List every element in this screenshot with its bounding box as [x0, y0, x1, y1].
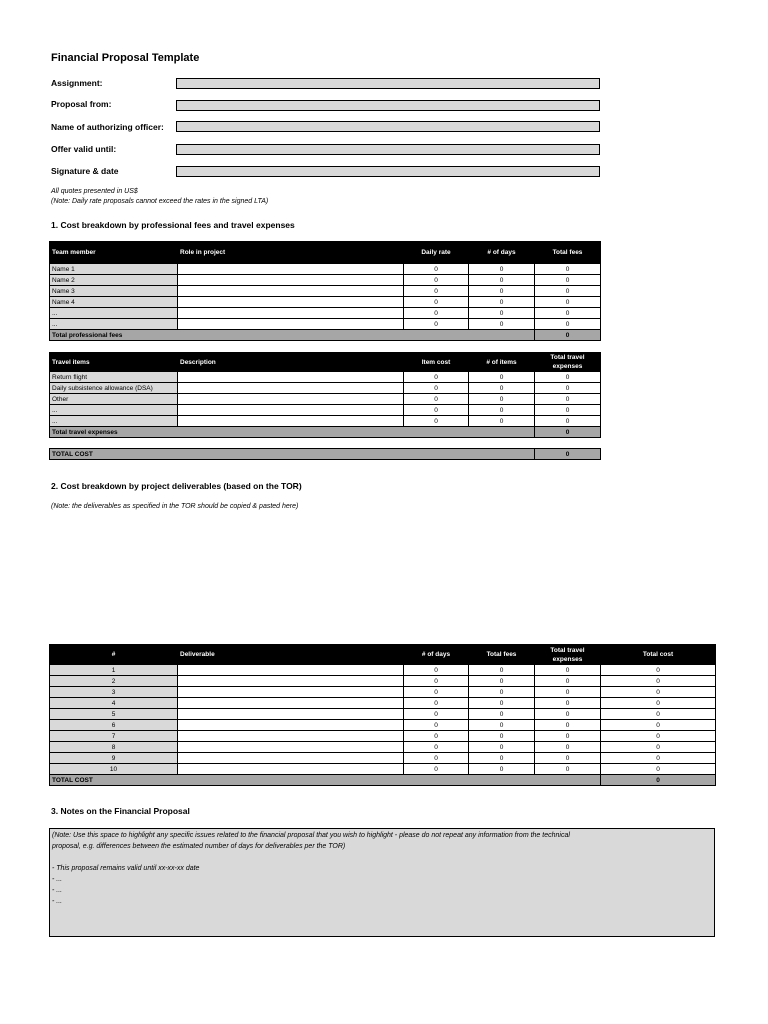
header-total-fees: Total fees	[469, 645, 535, 665]
total-fees-cell: 0	[535, 308, 601, 319]
notes-textarea[interactable]	[49, 828, 715, 937]
grand-total-table	[49, 448, 601, 460]
deliverable-number-cell: 10	[50, 764, 178, 775]
description-cell[interactable]	[178, 416, 404, 427]
currency-note: All quotes presented in US$	[51, 188, 138, 195]
deliverable-cell[interactable]	[178, 764, 404, 775]
table-row	[50, 275, 601, 286]
total-cost-cell: 0	[601, 764, 716, 775]
description-cell[interactable]	[178, 372, 404, 383]
deliverable-cell[interactable]	[178, 676, 404, 687]
days-cell[interactable]: 0	[469, 264, 535, 275]
total-cost-cell: 0	[601, 665, 716, 676]
table-row	[50, 394, 601, 405]
table-row	[50, 698, 716, 709]
travel-total-label: Total travel expenses	[50, 427, 535, 438]
role-cell[interactable]	[178, 308, 404, 319]
fees-total-label: Total professional fees	[50, 330, 535, 341]
table-row	[50, 764, 716, 775]
total-travel-cell: 0	[535, 383, 601, 394]
deliverables-header-row	[50, 645, 716, 665]
team-member-cell[interactable]: ...	[50, 308, 178, 319]
total-cost-cell: 0	[601, 720, 716, 731]
proposal-from-label: Proposal from:	[51, 99, 112, 109]
total-cost-cell: 0	[601, 687, 716, 698]
days-cell[interactable]: 0	[404, 753, 469, 764]
rate-note: (Note: Daily rate proposals cannot exceed the rates in the signed LTA)	[51, 198, 269, 205]
deliverable-number-cell: 3	[50, 687, 178, 698]
travel-cell[interactable]: 0	[535, 687, 601, 698]
header-description: Description	[178, 353, 404, 372]
fees-cell[interactable]: 0	[469, 720, 535, 731]
travel-item-cell[interactable]: ...	[50, 416, 178, 427]
deliverable-number-cell: 5	[50, 709, 178, 720]
notes-line: (Note: Use this space to highlight any specific issues related to the financial proposal that you wish to highlight - please do not repeat any information from the technical	[52, 832, 570, 839]
total-fees-cell: 0	[535, 275, 601, 286]
assignment-label: Assignment:	[51, 78, 103, 88]
header-travel-items: Travel items	[50, 353, 178, 372]
days-cell[interactable]: 0	[404, 676, 469, 687]
deliverables-total-value: 0	[601, 775, 716, 786]
table-row	[50, 753, 716, 764]
daily-rate-cell[interactable]: 0	[404, 308, 469, 319]
fees-cell[interactable]: 0	[469, 709, 535, 720]
authorizing-officer-label: Name of authorizing officer:	[51, 122, 164, 132]
table-row	[50, 319, 601, 330]
deliverable-number-cell: 8	[50, 742, 178, 753]
days-cell[interactable]: 0	[469, 286, 535, 297]
section3-heading: 3. Notes on the Financial Proposal	[51, 806, 190, 816]
deliverable-cell[interactable]	[178, 665, 404, 676]
notes-line: - This proposal remains valid until xx-xx-xx date	[52, 865, 200, 872]
total-fees-cell: 0	[535, 264, 601, 275]
daily-rate-cell[interactable]: 0	[404, 275, 469, 286]
deliverable-cell[interactable]	[178, 731, 404, 742]
table-row	[50, 297, 601, 308]
travel-item-cell[interactable]: Daily subsistence allowance (DSA)	[50, 383, 178, 394]
total-fees-cell: 0	[535, 286, 601, 297]
notes-line: - ...	[52, 876, 63, 883]
role-cell[interactable]	[178, 319, 404, 330]
days-cell[interactable]: 0	[404, 720, 469, 731]
fees-cell[interactable]: 0	[469, 665, 535, 676]
item-cost-cell[interactable]: 0	[404, 372, 469, 383]
travel-total-row	[50, 427, 601, 438]
notes-line	[52, 852, 712, 863]
item-cost-cell[interactable]: 0	[404, 394, 469, 405]
description-cell[interactable]	[178, 394, 404, 405]
table-row	[50, 676, 716, 687]
notes-line: proposal, e.g. differences between the estimated number of days for deliverables per the TOR)	[52, 843, 346, 850]
header-daily-rate: Daily rate	[404, 242, 469, 264]
num-items-cell[interactable]: 0	[469, 405, 535, 416]
num-items-cell[interactable]: 0	[469, 372, 535, 383]
total-cost-cell: 0	[601, 709, 716, 720]
header-total-travel: Total travel expenses	[535, 353, 601, 372]
days-cell[interactable]: 0	[404, 742, 469, 753]
offer-valid-until-label: Offer valid until:	[51, 144, 117, 154]
fees-total-row	[50, 330, 601, 341]
deliverable-number-cell: 7	[50, 731, 178, 742]
section1-heading: 1. Cost breakdown by professional fees and travel expenses	[51, 220, 295, 230]
days-cell[interactable]: 0	[469, 297, 535, 308]
fees-total-value: 0	[535, 330, 601, 341]
table-row	[50, 308, 601, 319]
grand-total-value: 0	[535, 449, 601, 460]
table-row	[50, 720, 716, 731]
total-travel-cell: 0	[535, 405, 601, 416]
travel-cell[interactable]: 0	[535, 709, 601, 720]
signature-date-field[interactable]	[176, 166, 600, 177]
days-cell[interactable]: 0	[404, 709, 469, 720]
num-items-cell[interactable]: 0	[469, 416, 535, 427]
professional-fees-table	[49, 241, 601, 341]
header-days: # of days	[404, 645, 469, 665]
deliverables-total-row	[50, 775, 716, 786]
page-title: Financial Proposal Template	[51, 52, 200, 64]
header-item-cost: Item cost	[404, 353, 469, 372]
days-cell[interactable]: 0	[404, 687, 469, 698]
travel-item-cell[interactable]: Other	[50, 394, 178, 405]
role-cell[interactable]	[178, 275, 404, 286]
table-row	[50, 372, 601, 383]
travel-cell[interactable]: 0	[535, 731, 601, 742]
header-total-travel: Total travel expenses	[535, 645, 601, 665]
team-member-cell[interactable]: Name 4	[50, 297, 178, 308]
days-cell[interactable]: 0	[404, 731, 469, 742]
days-cell[interactable]: 0	[469, 319, 535, 330]
fees-cell[interactable]: 0	[469, 742, 535, 753]
deliverable-cell[interactable]	[178, 742, 404, 753]
travel-cell[interactable]: 0	[535, 665, 601, 676]
proposal-from-field[interactable]	[176, 100, 600, 111]
days-cell[interactable]: 0	[469, 308, 535, 319]
header-num-items: # of items	[469, 353, 535, 372]
fees-cell[interactable]: 0	[469, 687, 535, 698]
team-member-cell[interactable]: Name 3	[50, 286, 178, 297]
header-deliverable: Deliverable	[178, 645, 404, 665]
deliverables-total-label: TOTAL COST	[50, 775, 601, 786]
deliverable-cell[interactable]	[178, 687, 404, 698]
days-cell[interactable]: 0	[404, 665, 469, 676]
description-cell[interactable]	[178, 405, 404, 416]
daily-rate-cell[interactable]: 0	[404, 319, 469, 330]
item-cost-cell[interactable]: 0	[404, 383, 469, 394]
travel-expenses-table	[49, 352, 601, 438]
total-fees-cell: 0	[535, 297, 601, 308]
num-items-cell[interactable]: 0	[469, 394, 535, 405]
total-travel-cell: 0	[535, 394, 601, 405]
deliverable-cell[interactable]	[178, 698, 404, 709]
fees-cell[interactable]: 0	[469, 698, 535, 709]
table-row	[50, 665, 716, 676]
fees-cell[interactable]: 0	[469, 731, 535, 742]
fees-cell[interactable]: 0	[469, 676, 535, 687]
team-member-cell[interactable]: Name 1	[50, 264, 178, 275]
table-row	[50, 286, 601, 297]
total-travel-cell: 0	[535, 372, 601, 383]
travel-cell[interactable]: 0	[535, 720, 601, 731]
table-row	[50, 687, 716, 698]
offer-valid-until-field[interactable]	[176, 144, 600, 155]
table-row	[50, 731, 716, 742]
authorizing-officer-field[interactable]	[176, 121, 600, 132]
assignment-field[interactable]	[176, 78, 600, 89]
total-cost-cell: 0	[601, 698, 716, 709]
signature-date-label: Signature & date	[51, 166, 119, 176]
total-cost-cell: 0	[601, 742, 716, 753]
daily-rate-cell[interactable]: 0	[404, 297, 469, 308]
deliverable-number-cell: 9	[50, 753, 178, 764]
role-cell[interactable]	[178, 286, 404, 297]
days-cell[interactable]: 0	[404, 764, 469, 775]
header-total-cost: Total cost	[601, 645, 716, 665]
header-days: # of days	[469, 242, 535, 264]
total-cost-cell: 0	[601, 676, 716, 687]
role-cell[interactable]	[178, 264, 404, 275]
deliverables-table	[49, 644, 716, 786]
travel-header-row	[50, 353, 601, 372]
section2-heading: 2. Cost breakdown by project deliverables (based on the TOR)	[51, 481, 302, 491]
total-cost-cell: 0	[601, 731, 716, 742]
daily-rate-cell[interactable]: 0	[404, 264, 469, 275]
table-row	[50, 416, 601, 427]
daily-rate-cell[interactable]: 0	[404, 286, 469, 297]
travel-total-value: 0	[535, 427, 601, 438]
header-team-member: Team member	[50, 242, 178, 264]
travel-cell[interactable]: 0	[535, 753, 601, 764]
travel-cell[interactable]: 0	[535, 742, 601, 753]
travel-cell[interactable]: 0	[535, 764, 601, 775]
table-row	[50, 709, 716, 720]
header-role: Role in project	[178, 242, 404, 264]
team-member-cell[interactable]: ...	[50, 319, 178, 330]
item-cost-cell[interactable]: 0	[404, 405, 469, 416]
header-number: #	[50, 645, 178, 665]
notes-line: - ...	[52, 898, 63, 905]
grand-total-label: TOTAL COST	[50, 449, 535, 460]
fees-cell[interactable]: 0	[469, 753, 535, 764]
deliverable-number-cell: 1	[50, 665, 178, 676]
table-row	[50, 742, 716, 753]
deliverable-number-cell: 4	[50, 698, 178, 709]
days-cell[interactable]: 0	[469, 275, 535, 286]
travel-item-cell[interactable]: ...	[50, 405, 178, 416]
deliverable-number-cell: 2	[50, 676, 178, 687]
grand-total-row	[50, 449, 601, 460]
fees-header-row	[50, 242, 601, 264]
num-items-cell[interactable]: 0	[469, 383, 535, 394]
days-cell[interactable]: 0	[404, 698, 469, 709]
notes-line: - ...	[52, 887, 63, 894]
deliverable-cell[interactable]	[178, 709, 404, 720]
deliverable-cell[interactable]	[178, 720, 404, 731]
travel-cell[interactable]: 0	[535, 676, 601, 687]
table-row	[50, 383, 601, 394]
header-total-fees: Total fees	[535, 242, 601, 264]
travel-item-cell[interactable]: Return flight	[50, 372, 178, 383]
fees-cell[interactable]: 0	[469, 764, 535, 775]
travel-cell[interactable]: 0	[535, 698, 601, 709]
deliverable-number-cell: 6	[50, 720, 178, 731]
table-row	[50, 264, 601, 275]
total-cost-cell: 0	[601, 753, 716, 764]
description-cell[interactable]	[178, 383, 404, 394]
total-travel-cell: 0	[535, 416, 601, 427]
total-fees-cell: 0	[535, 319, 601, 330]
item-cost-cell[interactable]: 0	[404, 416, 469, 427]
role-cell[interactable]	[178, 297, 404, 308]
team-member-cell[interactable]: Name 2	[50, 275, 178, 286]
deliverable-cell[interactable]	[178, 753, 404, 764]
table-row	[50, 405, 601, 416]
deliverables-note: (Note: the deliverables as specified in the TOR should be copied & pasted here)	[51, 503, 299, 510]
